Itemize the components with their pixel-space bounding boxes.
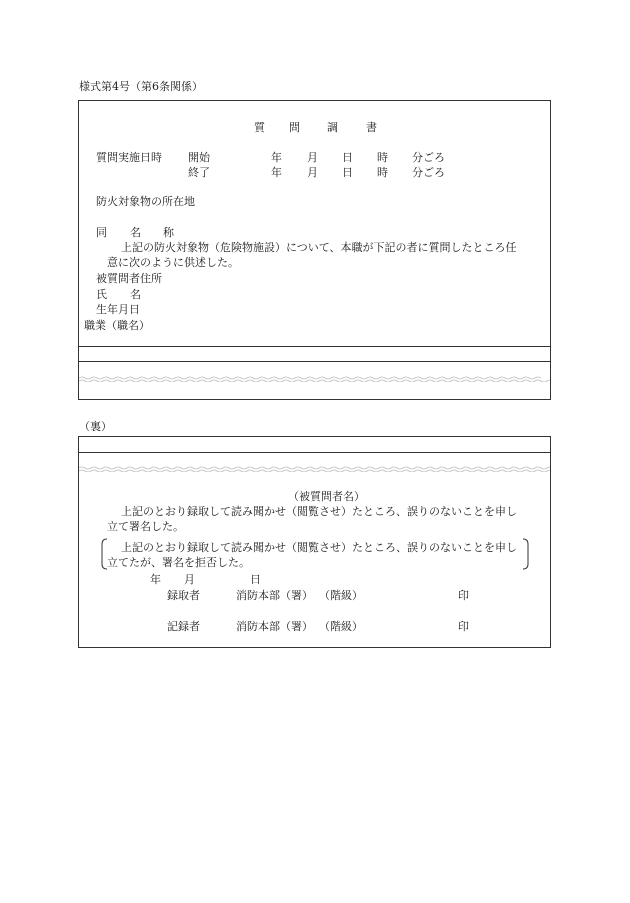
start-hour-unit: 時 — [377, 151, 388, 164]
start-label: 開始 — [188, 151, 210, 164]
respondent-name-parenthetical: （被質問者名） — [288, 490, 365, 503]
end-month-unit: 月 — [307, 166, 318, 179]
start-day-unit: 日 — [342, 151, 353, 164]
clerk-label: 記録者 — [167, 620, 200, 633]
location-label: 防火対象物の所在地 — [96, 195, 195, 208]
start-minute-unit: 分ごろ — [412, 151, 445, 164]
refused-statement-line-2: 立てたが、署名を拒否した。 — [107, 556, 250, 569]
end-hour-unit: 時 — [377, 166, 388, 179]
record-year-unit: 年 — [150, 573, 161, 586]
start-month-unit: 月 — [307, 151, 318, 164]
title-char: 調 — [327, 121, 338, 134]
clerk-seal-mark: 印 — [458, 620, 469, 633]
end-day-unit: 日 — [342, 166, 353, 179]
statement-line — [78, 452, 551, 453]
title-char: 書 — [366, 121, 377, 134]
recorder-label: 録取者 — [167, 589, 200, 602]
statement-line — [78, 346, 551, 347]
clerk-rank: （階級） — [319, 620, 363, 633]
back-side-label: （裏） — [79, 420, 112, 433]
continuation-wavy-line — [79, 376, 550, 382]
start-year-unit: 年 — [271, 151, 282, 164]
title-char: 問 — [289, 121, 300, 134]
right-bracket — [522, 538, 530, 570]
signed-statement-line-1: 上記のとおり録取して読み聞かせ（閲覧させ）たところ、誤りのないことを申し — [121, 505, 517, 518]
record-day-unit: 日 — [250, 573, 261, 586]
end-year-unit: 年 — [271, 166, 282, 179]
continuation-wavy-line — [79, 466, 550, 472]
record-month-unit: 月 — [184, 573, 195, 586]
respondent-name-char: 氏 — [96, 288, 107, 301]
body-line-2: 意に次のように供述した。 — [107, 256, 239, 269]
end-label: 終了 — [188, 166, 210, 179]
name-label-char: 名 — [130, 226, 141, 239]
respondent-address-label: 被質問者住所 — [96, 272, 162, 285]
body-line-1: 上記の防火対象物（危険物施設）について、本職が下記の者に質問したところ任 — [121, 241, 517, 254]
birthdate-label: 生年月日 — [96, 303, 140, 316]
occupation-label: 職業（職名） — [84, 319, 150, 332]
recorder-rank: （階級） — [319, 589, 363, 602]
title-char: 質 — [254, 121, 265, 134]
form-number: 様式第4号（第6条関係） — [79, 80, 203, 93]
recorder-seal-mark: 印 — [458, 589, 469, 602]
end-minute-unit: 分ごろ — [412, 166, 445, 179]
statement-line — [78, 361, 551, 362]
refused-statement-line-1: 上記のとおり録取して読み聞かせ（閲覧させ）たところ、誤りのないことを申し — [121, 541, 517, 554]
name-label-char: 称 — [163, 226, 174, 239]
clerk-dept: 消防本部（署） — [236, 620, 313, 633]
respondent-name-char: 名 — [130, 288, 141, 301]
signed-statement-line-2: 立て署名した。 — [107, 520, 184, 533]
name-label-char: 同 — [96, 226, 107, 239]
recorder-dept: 消防本部（署） — [236, 589, 313, 602]
datetime-label: 質問実施日時 — [96, 151, 162, 164]
